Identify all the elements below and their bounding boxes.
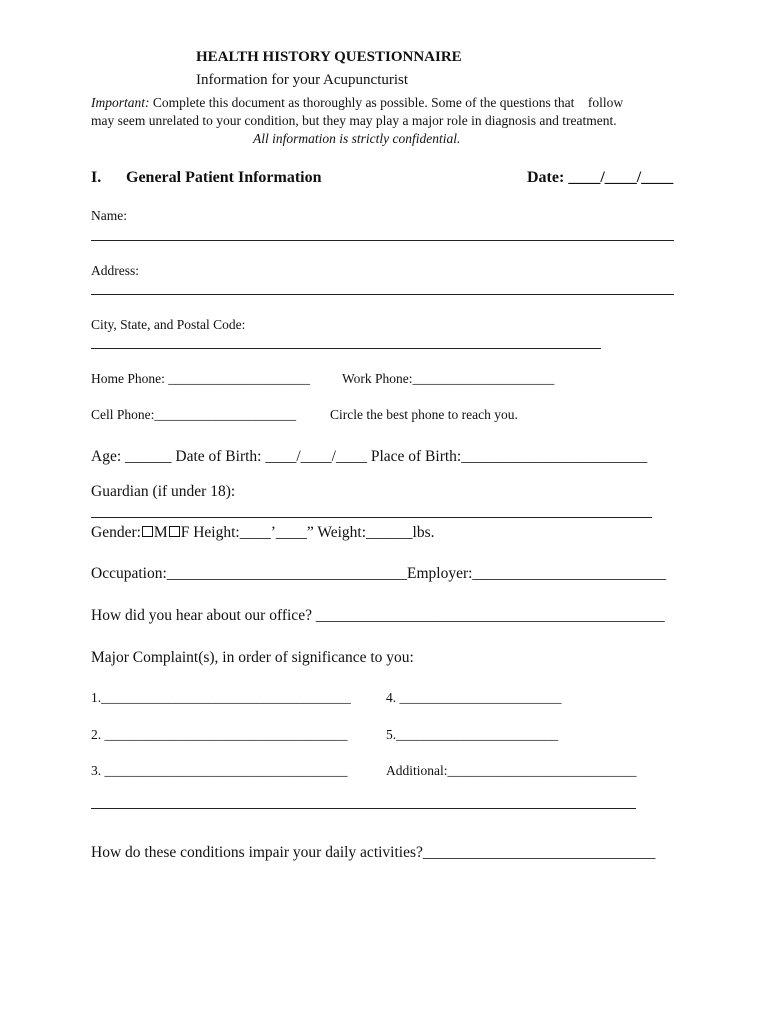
complaint-5-field[interactable]: 5.________________________ — [386, 727, 559, 742]
city-label: City, State, and Postal Code: — [91, 317, 246, 332]
address-label: Address: — [91, 263, 139, 278]
referral-source-field[interactable]: How did you hear about our office? _____________________________________________ — [91, 607, 665, 624]
additional-complaint-line[interactable] — [91, 808, 636, 809]
name-field[interactable] — [91, 240, 674, 241]
complaint-1-field[interactable]: 1._____________________________________ — [91, 690, 351, 705]
complaints-label: Major Complaint(s), in order of significance to you: — [91, 649, 414, 666]
confidential-note: All information is strictly confidential. — [253, 131, 461, 146]
complaint-3-field[interactable]: 3. ____________________________________ — [91, 763, 348, 778]
important-note-line-1 — [91, 95, 623, 111]
important-text-1: Complete this document as thoroughly as possible. Some of the questions that follow — [149, 95, 624, 110]
gender-female-checkbox[interactable] — [169, 526, 180, 537]
gender-label: Gender: — [91, 524, 141, 541]
section-number: I. — [91, 169, 102, 186]
guardian-field[interactable] — [91, 517, 652, 518]
best-phone-note: Circle the best phone to reach you. — [330, 407, 518, 422]
work-phone-field[interactable]: Work Phone:_____________________ — [342, 371, 555, 386]
height-weight-field[interactable]: F Height:____’____” Weight:______lbs. — [180, 524, 435, 541]
gender-male-checkbox[interactable] — [142, 526, 153, 537]
form-subtitle: Information for your Acupuncturist — [196, 72, 409, 88]
address-field[interactable] — [91, 294, 674, 295]
important-label: Important: — [91, 95, 150, 110]
gender-row — [91, 524, 435, 542]
date-field[interactable]: Date: ____/____/____ — [527, 169, 674, 186]
gender-male-label: M — [153, 524, 168, 541]
occupation-employer-field[interactable]: Occupation:_______________________________Employer:_________________________ — [91, 565, 667, 582]
complaint-2-field[interactable]: 2. ____________________________________ — [91, 727, 348, 742]
home-phone-field[interactable]: Home Phone: _____________________ — [91, 371, 310, 386]
form-title: HEALTH HISTORY QUESTIONNAIRE — [196, 49, 462, 65]
additional-complaint-field[interactable]: Additional:____________________________ — [386, 763, 637, 778]
important-note-line-2: may seem unrelated to your condition, but they may play a major role in diagnosis and treatment. — [91, 113, 617, 128]
impairment-field[interactable]: How do these conditions impair your daily activities?______________________________ — [91, 844, 656, 861]
age-birth-field[interactable]: Age: ______ Date of Birth: ____/____/____ Place of Birth:________________________ — [91, 448, 648, 465]
name-label: Name: — [91, 208, 127, 223]
cell-phone-field[interactable]: Cell Phone:_____________________ — [91, 407, 297, 422]
complaint-4-field[interactable]: 4. ________________________ — [386, 690, 562, 705]
guardian-label: Guardian (if under 18): — [91, 483, 236, 500]
section-title: General Patient Information — [126, 169, 322, 186]
city-field[interactable] — [91, 348, 601, 349]
